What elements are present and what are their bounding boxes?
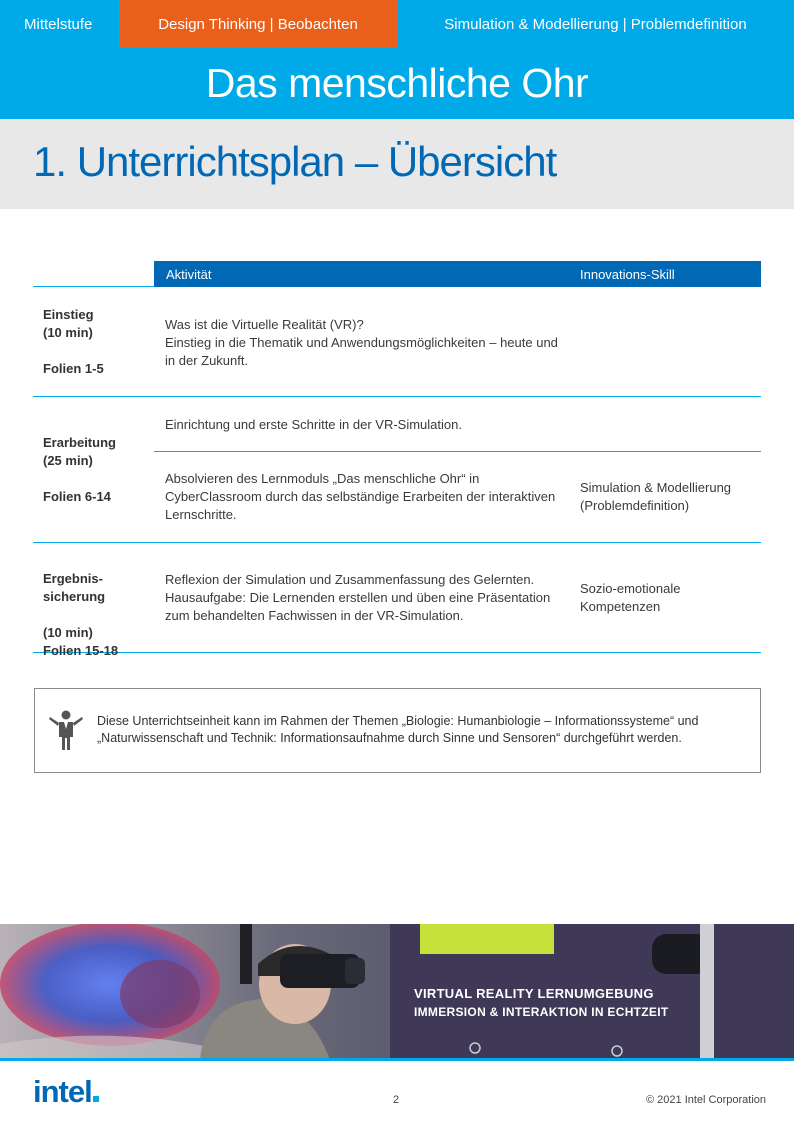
vr-banner-image: [0, 924, 794, 1060]
skill-cell: Simulation & Modellierung (Problemdefinition): [580, 480, 732, 513]
table-row-erarbeitung: [33, 397, 761, 543]
phase-cell: [43, 434, 116, 506]
phase-cell: [43, 306, 104, 378]
phase-slides: Folien 15-18: [43, 643, 119, 658]
phase-name: Erarbeitung: [43, 435, 116, 450]
phase-slides: Folien 1-5: [43, 361, 104, 376]
activity-cell: Absolvieren des Lernmoduls „Das menschliche Ohr“ in CyberClassroom durch das selbständige Erarbeiten der interaktiven Lernschritte.: [165, 471, 556, 522]
copyright-notice: © 2021 Intel Corporation: [646, 1094, 767, 1106]
table-row-ergebnissicherung: [33, 543, 761, 658]
phase-label: Design Thinking | Beobachten: [119, 0, 397, 48]
phase-name: Einstieg: [43, 307, 94, 322]
table-header: [33, 261, 761, 287]
skill-cell: Sozio-emotionale Kompetenzen: [580, 581, 681, 614]
activity-cell: Einrichtung und erste Schritte in der VR-Simulation.: [165, 417, 462, 432]
banner-headline: VIRTUAL REALITY LERNUMGEBUNG: [414, 986, 654, 1001]
top-navigation-bar: [0, 0, 794, 48]
teacher-presenting-icon: [47, 709, 85, 751]
phase-name: Ergebnis- sicherung: [43, 571, 106, 604]
curriculum-note-box: [34, 688, 761, 773]
vr-scene-illustration: [0, 924, 794, 1060]
activity-cell: Was ist die Virtuelle Realität (VR)? Einstieg in die Thematik und Anwendungsmöglichkeiten – heute und in der Zukunft.: [165, 317, 558, 368]
footer-accent-line: [0, 1058, 794, 1061]
skill-label: Simulation & Modellierung | Problemdefinition: [444, 15, 747, 33]
phase-cell: [43, 552, 118, 678]
phase-slides: Folien 6-14: [43, 489, 111, 504]
column-header-skill: Innovations-Skill: [580, 267, 675, 282]
note-text: Diese Unterrichtseinheit kann im Rahmen der Themen „Biologie: Humanbiologie – Informationssysteme“ und „Naturwissenschaft und Technik: Informationsaufnahme durch Sinne und Sensoren“ durchgeführt werden.: [97, 714, 699, 745]
row-divider: [154, 451, 761, 452]
phase-duration: (10 min): [43, 625, 93, 640]
document-title: Das menschliche Ohr: [205, 60, 589, 106]
column-header-activity: Aktivität: [166, 267, 212, 282]
activity-cell: Reflexion der Simulation und Zusammenfassung des Gelernten. Hausaufgabe: Die Lernenden erstellen und üben eine Präsentation zum behandelten Fachwissen in der VR-Simulation.: [165, 572, 551, 623]
page-number: 2: [393, 1094, 400, 1106]
title-band: [0, 48, 794, 119]
banner-subline: IMMERSION & INTERAKTION IN ECHTZEIT: [414, 1005, 669, 1019]
lesson-plan-table: [33, 261, 761, 658]
section-title: 1. Unterrichtsplan – Übersicht: [33, 138, 557, 185]
section-band: [0, 119, 794, 209]
phase-duration: (10 min): [43, 325, 93, 340]
phase-duration: (25 min): [43, 453, 93, 468]
table-row-einstieg: [33, 287, 761, 397]
intel-logo: intel: [33, 1074, 99, 1110]
level-label: Mittelstufe: [24, 15, 93, 33]
